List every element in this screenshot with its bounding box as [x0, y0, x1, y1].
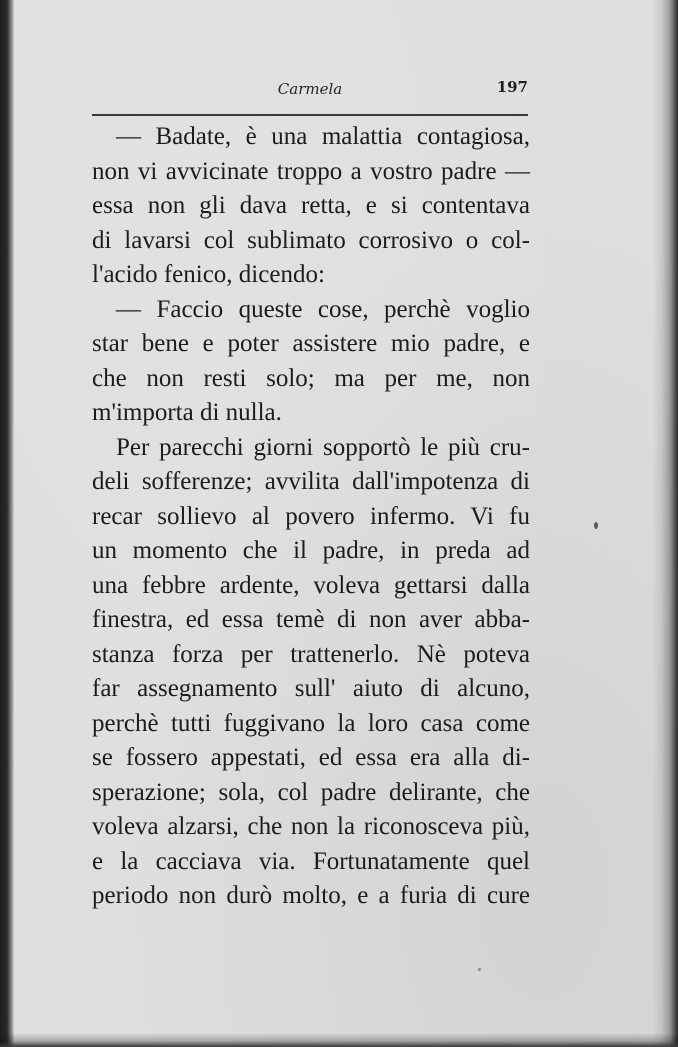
page-left-edge-shadow [0, 0, 14, 1047]
text-line: star bene e poter assistere mio padre, e [92, 330, 530, 357]
header-rule [92, 114, 528, 116]
text-line: far assegnamento sull' aiuto di alcuno, [92, 675, 530, 702]
text-line: l'acido fenico, dicendo: [92, 261, 325, 288]
text-line: che non resti solo; ma per me, non [92, 364, 530, 392]
paper-speck [478, 968, 481, 971]
running-header [92, 76, 528, 106]
text-line: Per parecchi giorni sopportò le più cru- [116, 433, 530, 461]
text-line: un momento che il padre, in preda ad [92, 537, 530, 564]
text-line: essa non gli dava retta, e si contentava [92, 192, 530, 219]
text-line: e la cacciava via. Fortunatamente quel [92, 847, 530, 875]
text-line: non vi avvicinate troppo a vostro padre — [92, 157, 530, 185]
body-text [92, 120, 530, 914]
page-right-edge-shadow [652, 0, 678, 1047]
paper-speck [594, 522, 598, 529]
text-line: finestra, ed essa temè di non aver abba- [92, 606, 530, 633]
running-title: Carmela [277, 80, 343, 98]
text-line: deli sofferenze; avvilita dall'impotenza di [92, 468, 530, 495]
text-line: di lavarsi col sublimato corrosivo o col- [92, 226, 530, 254]
text-line: recar sollievo al povero infermo. Vi fu [92, 502, 530, 530]
text-line: — Badate, è una malattia contagiosa, [116, 123, 530, 150]
text-line: sperazione; sola, col padre delirante, che [92, 778, 530, 806]
text-line: periodo non durò molto, e a furia di cure [92, 882, 530, 909]
text-line: se fossero appestati, ed essa era alla di- [92, 744, 530, 771]
text-line: m'importa di nulla. [92, 399, 282, 426]
text-line: una febbre ardente, voleva gettarsi dalla [92, 571, 530, 599]
text-line: stanza forza per trattenerlo. Nè poteva [92, 640, 530, 668]
page-number: 197 [496, 78, 528, 96]
text-line: perchè tutti fuggivano la loro casa come [92, 709, 530, 737]
text-line: voleva alzarsi, che non la riconosceva più, [92, 813, 530, 840]
text-line: — Faccio queste cose, perchè voglio [116, 295, 530, 323]
page-bottom-edge-shadow [0, 1033, 678, 1047]
